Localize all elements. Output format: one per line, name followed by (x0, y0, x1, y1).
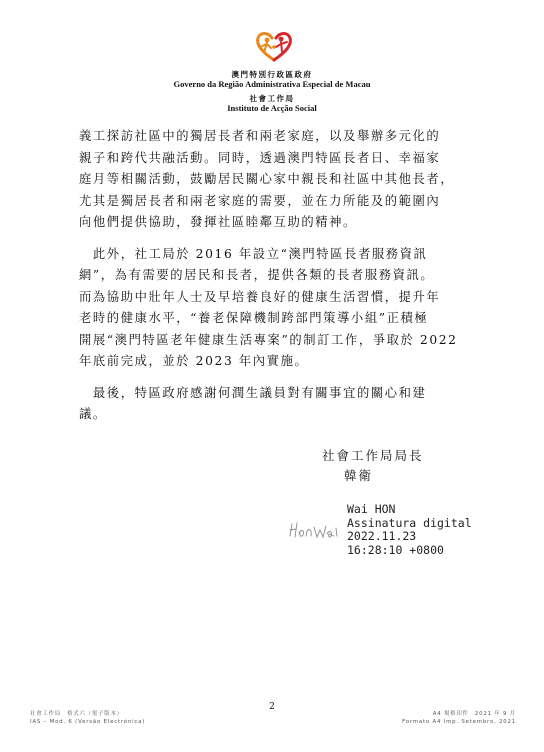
digital-signature-block (347, 503, 472, 557)
paragraph-2 (79, 244, 479, 373)
letter-body (79, 126, 479, 436)
header-government-pt: Governo da Região Administrativa Especial de Macau (173, 79, 371, 89)
text-line: 網”，為有需要的居民和長者，提供各類的長者服務資訊。 (79, 268, 435, 282)
paragraph-3 (79, 383, 479, 426)
text-line: 而為協助中壯年人士及早培養良好的健康生活習慣，提升年 (79, 289, 441, 304)
header-institute-zh: 社會工作局 (249, 94, 295, 103)
signatory-name: 韓衛 (344, 468, 374, 483)
ias-logo (254, 30, 294, 62)
digital-signature-name: Wai HON (347, 502, 396, 516)
text-line: 親子和跨代共融活動。同時，透過澳門特區長者日、幸福家 (79, 150, 441, 165)
footer-format-pt: Formato A4 Imp. Setembro, 2021 (402, 719, 516, 725)
footer-left (30, 710, 145, 726)
text-line: 向他們提供協助，發揮社區睦鄰互助的精神。 (79, 215, 357, 229)
footer-form-pt: IAS – Mod. 6 (Versão Electrónica) (30, 719, 146, 725)
footer-format-zh: A4 規格印件 2021 年 9 月 (432, 711, 516, 717)
text-line: 年底前完成，並於 2023 年內實施。 (79, 354, 309, 368)
footer-form-zh: 社會工作局 格式六（電子版本） (30, 711, 123, 717)
digital-signature-label: Assinatura digital (347, 515, 472, 530)
signatory-title: 社會工作局局長 (322, 448, 424, 463)
header-institute-pt: Instituto de Acção Social (227, 103, 317, 113)
text-line: 最後，特區政府感謝何潤生議員對有關事宜的關心和建 (79, 385, 427, 400)
text-line: 開展“澳門特區老年健康生活專案”的制訂工作，爭取於 2022 (79, 332, 458, 347)
handwritten-signature (286, 518, 346, 544)
page-number: 2 (269, 702, 275, 712)
text-line: 議。 (79, 407, 107, 421)
text-line: 老時的健康水平，“養老保障機制跨部門策導小組”正積極 (79, 311, 429, 325)
text-line: 尤其是獨居長者和兩老家庭的需要，並在力所能及的範圍內 (79, 193, 441, 208)
text-line: 庭月等相關活動，鼓勵居民關心家中親長和社區中其他長者， (79, 172, 455, 186)
header-government-zh: 澳門特別行政區政府 (231, 70, 313, 79)
footer-right (402, 710, 516, 726)
paragraph-1 (79, 126, 479, 234)
digital-signature-time: 16:28:10 +0800 (347, 542, 444, 557)
text-line: 義工探訪社區中的獨居長者和兩老家庭，以及舉辦多元化的 (79, 129, 441, 143)
digital-signature-date: 2022.11.23 (347, 529, 417, 543)
text-line: 此外，社工局於 2016 年設立“澳門特區長者服務資訊 (79, 246, 428, 261)
